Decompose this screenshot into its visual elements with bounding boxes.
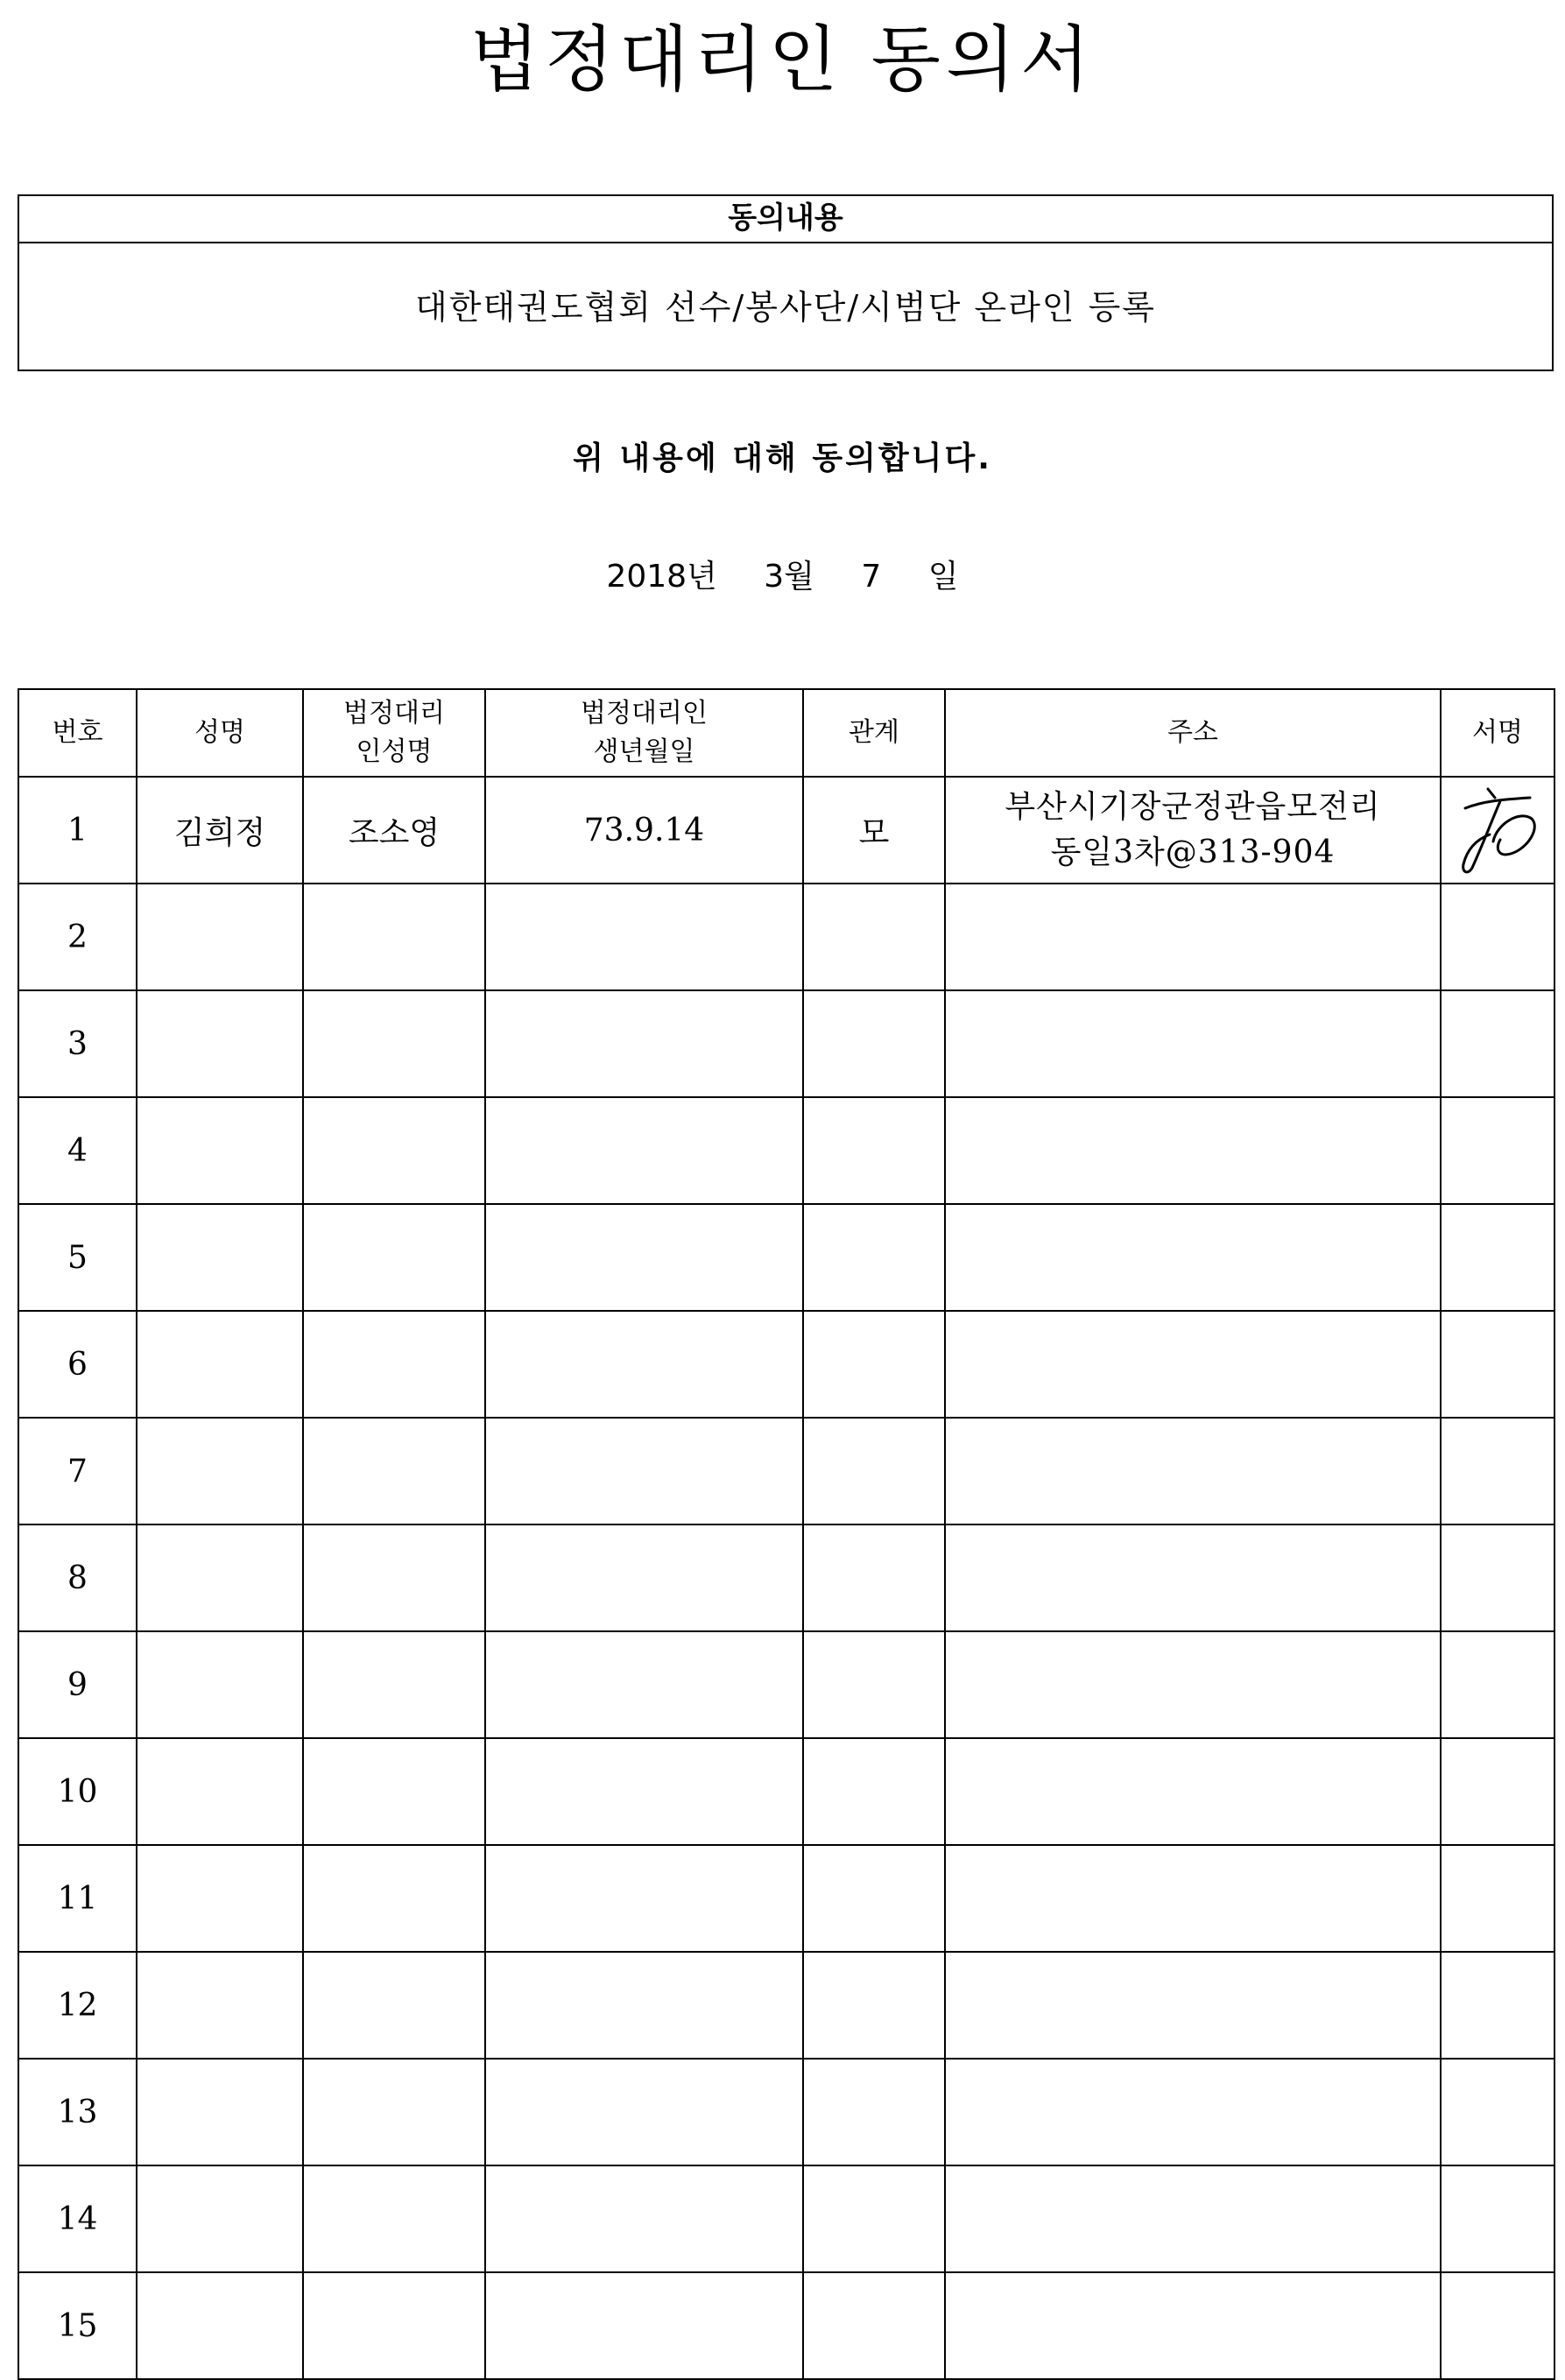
cell-address (945, 1311, 1441, 1418)
cell-guardian (303, 1524, 485, 1631)
document-title: 법정대리인 동의서 (469, 18, 1096, 102)
cell-no: 13 (18, 2059, 137, 2165)
consent-date (0, 552, 1565, 596)
agreement-statement: 위 내용에 대해 동의합니다. (573, 440, 992, 476)
handwritten-signature (1449, 782, 1546, 878)
cell-no: 10 (18, 1738, 137, 1845)
cell-guardian (303, 1952, 485, 2059)
header-signature: 서명 (1441, 689, 1554, 777)
cell-birth: 73.9.14 (485, 777, 803, 884)
cell-address (945, 1097, 1441, 1204)
cell-relation (803, 990, 945, 1097)
cell-guardian (303, 1311, 485, 1418)
cell-birth (485, 2165, 803, 2272)
cell-signature (1441, 2059, 1554, 2165)
cell-signature (1441, 1097, 1554, 1204)
cell-address (945, 1631, 1441, 1738)
cell-signature (1441, 2165, 1554, 2272)
cell-birth (485, 884, 803, 990)
table-body (18, 777, 1554, 2379)
cell-no: 3 (18, 990, 137, 1097)
table-header-row (18, 689, 1554, 777)
cell-guardian (303, 1631, 485, 1738)
table-row (18, 1204, 1554, 1311)
cell-birth (485, 1524, 803, 1631)
header-guardian-birth-line1: 법정대리인 (581, 698, 708, 729)
cell-address (945, 1738, 1441, 1845)
cell-guardian (303, 884, 485, 990)
cell-relation (803, 1524, 945, 1631)
cell-signature (1441, 1204, 1554, 1311)
table-row (18, 2165, 1554, 2272)
consent-header: 동의내용 (19, 196, 1552, 243)
cell-name (137, 1631, 303, 1738)
cell-no: 11 (18, 1845, 137, 1952)
cell-relation (803, 1204, 945, 1311)
cell-name (137, 2272, 303, 2379)
cell-guardian (303, 1738, 485, 1845)
cell-address (945, 1204, 1441, 1311)
cell-address (945, 884, 1441, 990)
consent-box (18, 194, 1554, 371)
cell-signature (1441, 1418, 1554, 1524)
cell-guardian: 조소영 (303, 777, 485, 884)
cell-address (945, 1952, 1441, 2059)
cell-relation (803, 1845, 945, 1952)
cell-guardian (303, 990, 485, 1097)
header-guardian-name (303, 689, 485, 777)
cell-address (945, 990, 1441, 1097)
cell-address (945, 1418, 1441, 1524)
header-address: 주소 (945, 689, 1441, 777)
table-row (18, 1738, 1554, 1845)
cell-relation (803, 884, 945, 990)
cell-address (945, 2272, 1441, 2379)
date-month: 3월 (764, 559, 814, 595)
table-row (18, 1631, 1554, 1738)
date-year: 2018년 (606, 559, 717, 595)
cell-signature (1441, 1524, 1554, 1631)
cell-guardian (303, 2165, 485, 2272)
cell-guardian (303, 1097, 485, 1204)
cell-signature (1441, 1631, 1554, 1738)
cell-name (137, 1204, 303, 1311)
cell-name (137, 1524, 303, 1631)
table-row (18, 1418, 1554, 1524)
table-row (18, 2059, 1554, 2165)
header-guardian-name-line1: 법정대리 (343, 698, 445, 729)
cell-guardian (303, 1845, 485, 1952)
cell-birth (485, 1952, 803, 2059)
header-name: 성명 (137, 689, 303, 777)
cell-signature (1441, 1952, 1554, 2059)
cell-name: 김희정 (137, 777, 303, 884)
date-day-unit: 일 (927, 559, 959, 595)
table-row (18, 777, 1554, 884)
cell-birth (485, 2059, 803, 2165)
cell-address-line1: 부산시기장군정관읍모전리 (1005, 789, 1381, 825)
table-row (18, 990, 1554, 1097)
cell-relation (803, 1097, 945, 1204)
header-guardian-name-line2: 인성명 (356, 736, 433, 767)
cell-signature (1441, 884, 1554, 990)
table-row (18, 884, 1554, 990)
cell-relation (803, 2272, 945, 2379)
cell-birth (485, 1418, 803, 1524)
table-row (18, 1952, 1554, 2059)
cell-relation (803, 1631, 945, 1738)
cell-relation (803, 1418, 945, 1524)
cell-birth (485, 1311, 803, 1418)
cell-address (945, 1845, 1441, 1952)
cell-no: 1 (18, 777, 137, 884)
table-row (18, 2272, 1554, 2379)
table-row (18, 1311, 1554, 1418)
cell-birth (485, 1204, 803, 1311)
cell-no: 4 (18, 1097, 137, 1204)
cell-signature (1441, 2272, 1554, 2379)
cell-no: 9 (18, 1631, 137, 1738)
cell-relation (803, 1311, 945, 1418)
cell-relation (803, 1738, 945, 1845)
table-row (18, 1845, 1554, 1952)
cell-relation: 모 (803, 777, 945, 884)
cell-birth (485, 1738, 803, 1845)
cell-signature (1441, 777, 1554, 884)
cell-name (137, 2059, 303, 2165)
cell-no: 5 (18, 1204, 137, 1311)
cell-no: 2 (18, 884, 137, 990)
date-day: 7 (861, 559, 882, 595)
cell-no: 8 (18, 1524, 137, 1631)
cell-name (137, 1738, 303, 1845)
cell-guardian (303, 1204, 485, 1311)
cell-relation (803, 2059, 945, 2165)
cell-name (137, 990, 303, 1097)
cell-signature (1441, 1738, 1554, 1845)
cell-signature (1441, 1311, 1554, 1418)
cell-address-line2: 동일3차@313-904 (1050, 834, 1336, 870)
cell-name (137, 1952, 303, 2059)
cell-address (945, 1524, 1441, 1631)
cell-name (137, 1418, 303, 1524)
cell-birth (485, 1097, 803, 1204)
cell-name (137, 1845, 303, 1952)
header-guardian-birth-line2: 생년월일 (593, 736, 695, 767)
table-row (18, 1524, 1554, 1631)
cell-name (137, 1311, 303, 1418)
cell-no: 15 (18, 2272, 137, 2379)
cell-relation (803, 1952, 945, 2059)
cell-relation (803, 2165, 945, 2272)
cell-name (137, 884, 303, 990)
guardian-consent-table (18, 688, 1555, 2380)
cell-name (137, 2165, 303, 2272)
cell-guardian (303, 2272, 485, 2379)
cell-address (945, 2165, 1441, 2272)
cell-guardian (303, 1418, 485, 1524)
header-no: 번호 (18, 689, 137, 777)
cell-birth (485, 1631, 803, 1738)
cell-signature (1441, 990, 1554, 1097)
cell-address (945, 2059, 1441, 2165)
consent-content: 대한태권도협회 선수/봉사단/시범단 온라인 등록 (414, 288, 1156, 327)
cell-no: 14 (18, 2165, 137, 2272)
cell-birth (485, 990, 803, 1097)
header-relation: 관계 (803, 689, 945, 777)
cell-no: 6 (18, 1311, 137, 1418)
cell-name (137, 1097, 303, 1204)
cell-guardian (303, 2059, 485, 2165)
table-row (18, 1097, 1554, 1204)
header-guardian-birth (485, 689, 803, 777)
cell-no: 12 (18, 1952, 137, 2059)
cell-address (945, 777, 1441, 884)
cell-birth (485, 2272, 803, 2379)
cell-signature (1441, 1845, 1554, 1952)
cell-birth (485, 1845, 803, 1952)
cell-no: 7 (18, 1418, 137, 1524)
